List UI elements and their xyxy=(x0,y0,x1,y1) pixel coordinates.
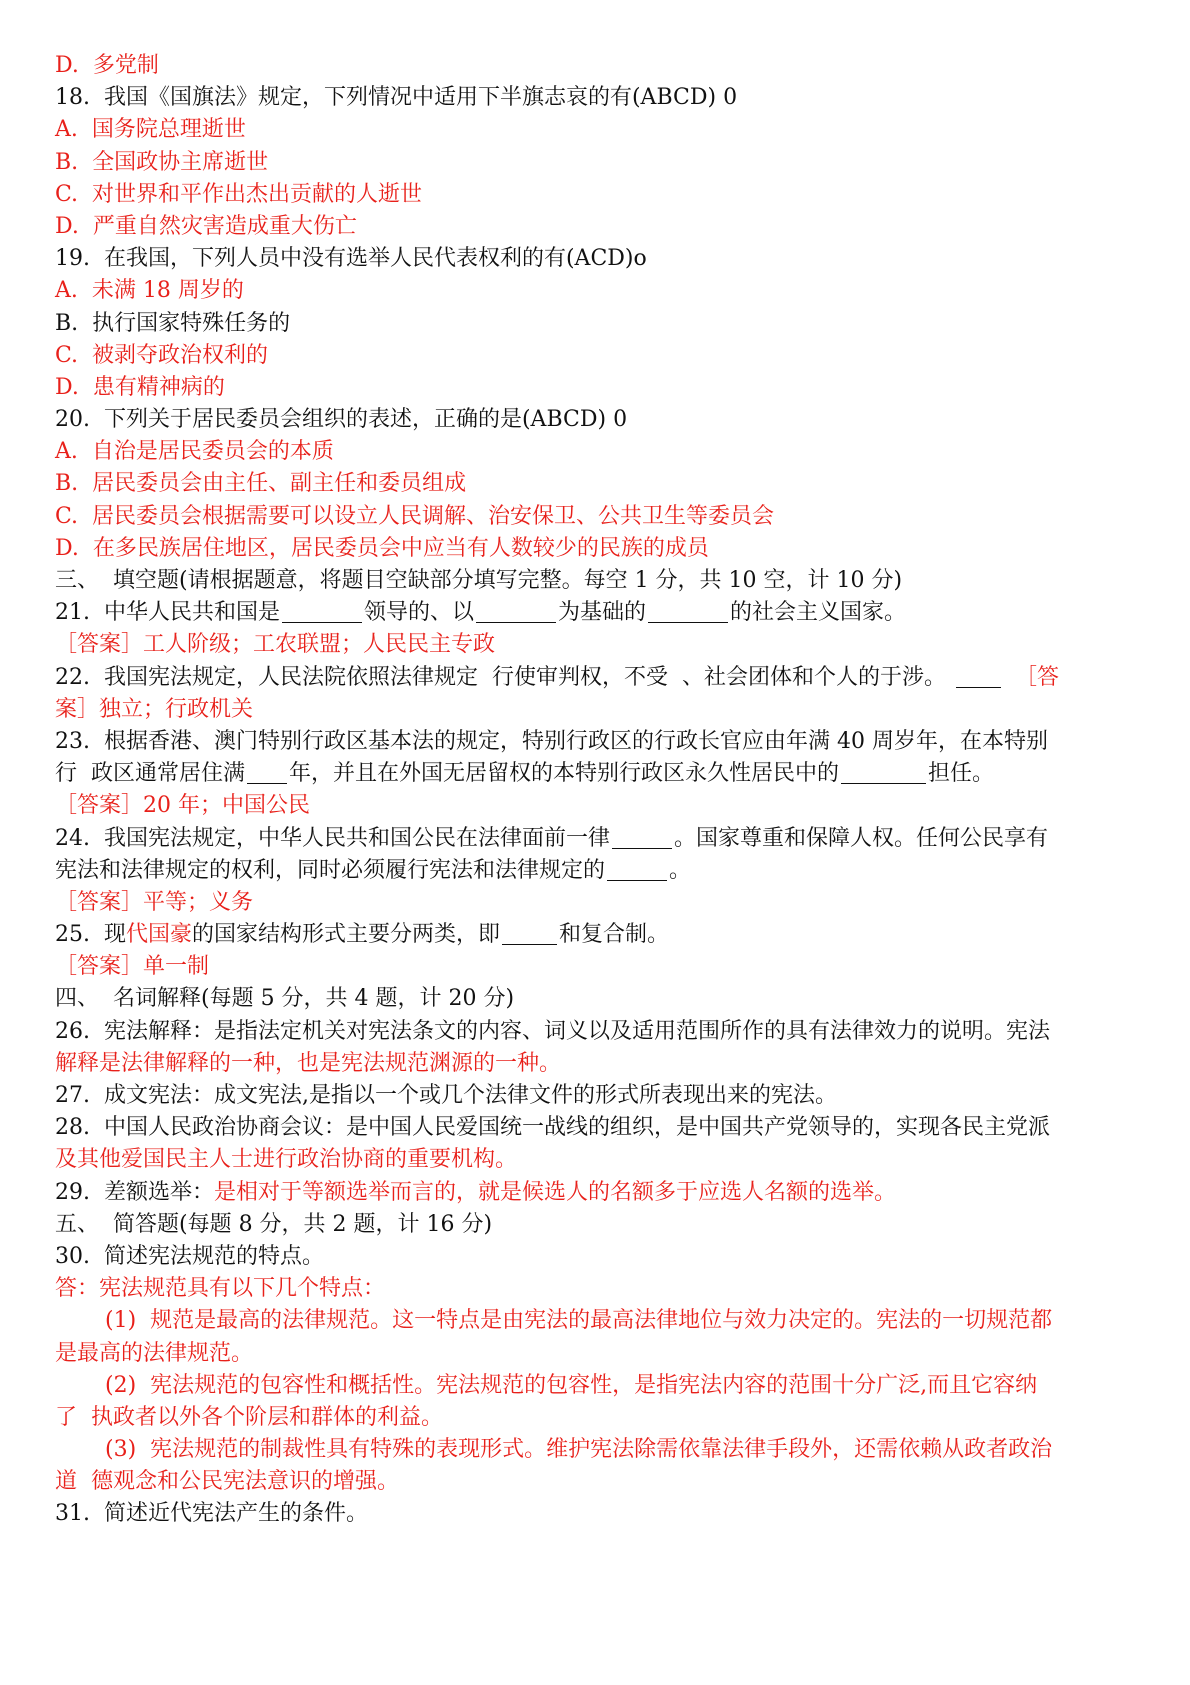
question-27: 27. 成文宪法：成文宪法,是指以一个或几个法律文件的形式所表现出来的宪法。 xyxy=(55,1083,837,1108)
answer-point: (1) 规范是最高的法律规范。这一特点是由宪法的最高法律地位与效力决定的。宪法的一切规范都 xyxy=(105,1308,1053,1334)
question-24: 24. 我国宪法规定，中华人民共和国公民在法律面前一律 。国家尊重和保障人权。任何公民享有 xyxy=(55,825,1048,851)
answer-line: 及其他爱国民主人士进行政治协商的重要机构。 xyxy=(55,1147,518,1173)
option-line: B. 执行国家特殊任务的 xyxy=(55,310,291,336)
question-20: 20. 下列关于居民委员会组织的表述，正确的是(ABCD) 0 xyxy=(55,407,628,433)
option-line: B. 全国政协主席逝世 xyxy=(55,149,269,175)
option-line: A. 未满 18 周岁的 xyxy=(55,278,244,304)
question-19: 19. 在我国，下列人员中没有选举人民代表权利的有(ACD)o xyxy=(55,246,647,272)
option-line: C. 居民委员会根据需要可以设立人民调解、治安保卫、公共卫生等委员会 xyxy=(55,503,775,529)
blank-line xyxy=(282,600,362,623)
answer-line: 解释是法律解释的一种，也是宪法规范渊源的一种。 xyxy=(55,1050,562,1076)
blank-line xyxy=(247,761,287,784)
answer-line: ［答案］工人阶级；工农联盟；人民民主专政 xyxy=(55,632,496,658)
question-28: 28. 中国人民政治协商会议：是中国人民爱国统一战线的组织，是中国共产党领导的，实现各民主党派 xyxy=(55,1115,1050,1141)
question-24-cont: 宪法和法律规定的权利，同时必须履行宪法和法律规定的 。 xyxy=(55,857,692,883)
question-23-cont: 行 政区通常居住满 年，并且在外国无居留权的本特别行政区永久性居民中的 担任。 xyxy=(55,761,995,787)
answer-line: 是最高的法律规范。 xyxy=(55,1340,254,1366)
blank-line xyxy=(476,600,556,623)
option-line: D. 在多民族居住地区，居民委员会中应当有人数较少的民族的成员 xyxy=(55,535,709,561)
question-29: 29. 差额选举：是相对于等额选举而言的，就是候选人的名额多于应选人名额的选举。 xyxy=(55,1179,896,1205)
option-line: A. 自治是居民委员会的本质 xyxy=(55,439,334,465)
answer-line: 了 执政者以外各个阶层和群体的利益。 xyxy=(55,1404,443,1430)
answer-line: ［答案］单一制 xyxy=(55,954,210,980)
document-page xyxy=(55,50,1140,1531)
answer-point: (2) 宪法规范的包容性和概括性。宪法规范的包容性，是指宪法内容的范围十分广泛,而且它容纳 xyxy=(105,1372,1038,1398)
answer-line: 案］独立；行政机关 xyxy=(55,696,254,722)
question-21: 21. 中华人民共和国是 领导的、以 为基础的 的社会主义国家。 xyxy=(55,600,907,626)
answer-line: ［答案］20 年；中国公民 xyxy=(55,793,310,819)
blank-line xyxy=(648,600,728,623)
option-line: C. 对世界和平作出杰出贡献的人逝世 xyxy=(55,181,423,207)
section-heading-terms: 四、 名词解释(每题 5 分，共 4 题，计 20 分) xyxy=(55,986,515,1012)
question-30: 30. 简述宪法规范的特点。 xyxy=(55,1243,324,1269)
blank-line xyxy=(956,665,1001,688)
option-line: D. 多党制 xyxy=(55,53,159,78)
question-23: 23. 根据香港、澳门特别行政区基本法的规定，特别行政区的行政长官应由年满 40 周岁年，在本特别 xyxy=(55,728,1048,754)
question-26: 26. 宪法解释：是指法定机关对宪法条文的内容、词义以及适用范围所作的具有法律效力的说明。宪法 xyxy=(55,1018,1050,1044)
question-31: 31. 简述近代宪法产生的条件。 xyxy=(55,1501,368,1527)
option-line: A. 国务院总理逝世 xyxy=(55,117,246,143)
blank-line xyxy=(612,826,672,849)
option-line: B. 居民委员会由主任、副主任和委员组成 xyxy=(55,471,467,497)
question-25: 25. 现代国豪的国家结构形式主要分两类，即 和复合制。 xyxy=(55,922,670,948)
option-line: C. 被剥夺政治权利的 xyxy=(55,342,269,368)
section-heading-fill-blank: 三、 填空题(请根据题意，将题目空缺部分填写完整。每空 1 分，共 10 空，计 10 分) xyxy=(55,568,903,593)
blank-line xyxy=(607,858,667,881)
answer-line: 答：宪法规范具有以下几个特点： xyxy=(55,1276,386,1302)
blank-line xyxy=(841,761,926,784)
question-18: 18. 我国《国旗法》规定，下列情况中适用下半旗志哀的有(ABCD) 0 xyxy=(55,85,738,111)
blank-line xyxy=(502,922,557,945)
answer-line: 道 德观念和公民宪法意识的增强。 xyxy=(55,1469,399,1495)
option-line: D. 患有精神病的 xyxy=(55,374,225,400)
section-heading-short-answer: 五、 简答题(每题 8 分，共 2 题，计 16 分) xyxy=(55,1211,493,1237)
question-22: 22. 我国宪法规定，人民法院依照法律规定 行使审判权，不受 、社会团体和个人的于涉。 ［答 xyxy=(55,664,1059,690)
answer-line: ［答案］平等；义务 xyxy=(55,889,254,915)
option-line: D. 严重自然灾害造成重大伤亡 xyxy=(55,213,357,239)
answer-point: (3) 宪法规范的制裁性具有特殊的表现形式。维护宪法除需依靠法律手段外，还需依赖从政者政治 xyxy=(105,1437,1053,1463)
